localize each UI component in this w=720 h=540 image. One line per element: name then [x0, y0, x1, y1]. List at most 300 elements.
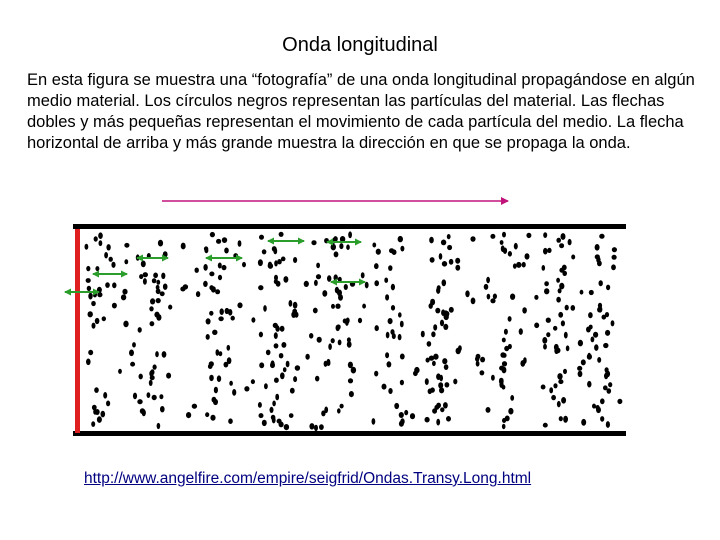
particle	[447, 245, 452, 250]
particle	[486, 277, 490, 283]
particle	[293, 257, 297, 263]
particle	[559, 243, 564, 248]
particle	[129, 350, 134, 357]
particle	[557, 373, 562, 380]
particle	[430, 257, 435, 263]
particle	[263, 305, 267, 312]
particle	[338, 340, 342, 346]
particle	[209, 272, 214, 277]
particle	[337, 408, 341, 413]
particle	[502, 424, 506, 429]
particle	[98, 232, 103, 239]
particle	[326, 359, 330, 366]
particle	[433, 324, 437, 330]
particle	[505, 416, 510, 422]
particle	[317, 337, 322, 343]
particle	[436, 287, 440, 294]
particle	[209, 311, 213, 316]
particle	[160, 406, 165, 412]
particle	[158, 240, 163, 247]
particle	[559, 416, 563, 421]
particle	[376, 249, 381, 255]
particle	[258, 402, 262, 408]
particle	[421, 331, 425, 338]
particle	[216, 349, 220, 356]
particle	[203, 264, 207, 271]
particle	[351, 367, 356, 374]
particle	[316, 263, 320, 269]
particle	[434, 405, 439, 410]
particle	[436, 373, 441, 380]
particle	[559, 268, 564, 273]
particle	[602, 315, 607, 320]
particle	[410, 413, 415, 419]
particle	[600, 398, 605, 404]
particle	[335, 304, 340, 309]
particle	[599, 280, 603, 286]
particle	[316, 274, 321, 279]
particle	[258, 259, 263, 266]
particle	[210, 232, 215, 237]
particle	[270, 407, 274, 413]
particle	[486, 407, 491, 413]
particle	[526, 233, 531, 238]
particle	[587, 381, 591, 388]
particle	[205, 412, 209, 417]
particle	[160, 291, 165, 296]
particle	[97, 416, 102, 423]
particle	[522, 307, 527, 313]
particle	[130, 362, 135, 367]
particle	[557, 401, 561, 407]
particle	[546, 332, 550, 337]
particle	[94, 236, 98, 241]
particle	[93, 409, 97, 415]
particle	[442, 279, 447, 286]
particle	[133, 393, 137, 400]
particle	[600, 416, 604, 422]
particle	[228, 418, 233, 424]
particle	[219, 351, 223, 356]
particle	[112, 303, 117, 309]
particle	[276, 281, 281, 287]
particle	[346, 318, 350, 324]
particle	[361, 272, 365, 278]
particle	[581, 419, 586, 426]
particle	[502, 361, 507, 366]
particle	[449, 259, 454, 265]
particle	[580, 290, 584, 295]
particle	[563, 418, 567, 423]
particle	[394, 403, 399, 409]
particle	[553, 326, 557, 331]
particle	[147, 392, 151, 398]
particle	[612, 255, 617, 260]
particle	[159, 394, 163, 399]
particle	[502, 232, 506, 238]
particle	[578, 371, 583, 377]
particle	[88, 311, 93, 317]
particle	[214, 387, 218, 394]
particle	[543, 248, 548, 255]
particle	[227, 357, 232, 364]
particle	[102, 316, 106, 321]
particle	[453, 379, 457, 385]
particle	[365, 282, 369, 289]
particle	[275, 394, 279, 401]
particle	[149, 306, 153, 311]
particle	[443, 402, 448, 408]
particle	[103, 392, 107, 399]
particle	[375, 325, 379, 331]
particle	[554, 344, 559, 351]
particle	[153, 364, 157, 369]
particle	[283, 367, 287, 372]
particle	[480, 357, 485, 363]
particle	[388, 265, 392, 271]
particle	[264, 383, 268, 389]
particle	[556, 278, 560, 283]
particle	[398, 334, 402, 340]
particle	[273, 248, 277, 255]
particle	[508, 408, 513, 415]
particle	[94, 387, 99, 393]
particle	[289, 413, 294, 418]
particle	[510, 294, 515, 300]
particle	[520, 360, 525, 367]
particle	[209, 285, 213, 290]
particle	[372, 243, 376, 248]
particle	[262, 249, 267, 254]
particle	[259, 235, 264, 240]
particle	[514, 243, 518, 250]
particle	[382, 384, 387, 390]
particle	[210, 415, 215, 421]
particle	[558, 379, 563, 384]
particle	[86, 266, 90, 271]
particle	[446, 416, 451, 422]
particle	[338, 294, 343, 301]
particle	[91, 421, 95, 427]
particle	[168, 305, 172, 310]
particle	[534, 295, 538, 300]
particle	[599, 234, 604, 239]
particle	[471, 298, 476, 305]
particle	[476, 354, 481, 360]
particle	[259, 413, 264, 418]
particle	[331, 244, 336, 251]
particle	[290, 388, 295, 394]
particle	[335, 287, 339, 294]
particle	[272, 417, 276, 424]
particle	[162, 351, 167, 358]
particle	[398, 312, 402, 317]
particle	[334, 274, 338, 281]
particle	[386, 332, 390, 339]
particle	[123, 321, 128, 328]
particle	[480, 370, 485, 375]
particle	[385, 294, 389, 300]
particle	[105, 282, 110, 288]
particle	[603, 343, 608, 348]
particle	[218, 263, 222, 269]
particle	[85, 244, 89, 250]
particle	[500, 240, 504, 245]
particle	[95, 318, 100, 324]
particle	[275, 325, 279, 330]
particle	[87, 286, 91, 291]
particle	[510, 395, 514, 401]
particle	[439, 387, 444, 393]
particle	[157, 423, 161, 429]
particle	[251, 317, 255, 322]
particle	[543, 344, 547, 350]
particle	[592, 404, 596, 409]
particle	[324, 407, 328, 414]
top-boundary-line	[73, 224, 626, 229]
particle	[309, 333, 313, 339]
particle	[431, 331, 435, 337]
description-text: En esta figura se muestra una “fotografía” de una onda longitudinal propagándose en algún medio material. Los círculos negros representan las partículas del material. Las flechas dobles y más pequeñas representan el movimiento de cada partícula del medio. La flecha horizontal de arriba y más grande muestra la dirección en que se propaga la onda.	[27, 71, 695, 152]
particle	[391, 305, 395, 311]
particle	[153, 273, 158, 279]
particle	[242, 262, 246, 267]
particle	[132, 342, 136, 347]
particle	[391, 284, 395, 291]
particle	[311, 240, 316, 245]
particle	[543, 423, 548, 428]
particle	[519, 328, 523, 335]
particle	[118, 369, 122, 374]
particle	[274, 332, 278, 339]
source-link[interactable]: http://www.angelfire.com/empire/seigfrid/Ondas.Transy.Long.html	[84, 470, 532, 487]
particle	[152, 395, 157, 400]
particle	[106, 244, 110, 250]
particle	[88, 350, 93, 355]
particle	[139, 374, 143, 380]
particle	[244, 386, 249, 391]
particle	[150, 298, 155, 304]
particle	[161, 273, 165, 279]
particle	[91, 301, 96, 306]
particle	[280, 372, 285, 379]
particle	[504, 346, 509, 351]
particle	[436, 419, 440, 426]
particle	[561, 320, 565, 326]
particle	[551, 395, 556, 400]
particle	[305, 354, 309, 360]
particle	[617, 399, 622, 404]
particle	[88, 293, 92, 300]
particle	[227, 345, 231, 351]
particle	[232, 389, 236, 396]
particle	[445, 382, 450, 387]
particle	[606, 421, 610, 428]
particle	[429, 237, 434, 244]
particle	[400, 246, 404, 252]
particle	[216, 239, 221, 244]
particle	[553, 383, 557, 388]
particle	[284, 424, 289, 430]
particle	[499, 382, 503, 388]
particle	[513, 263, 517, 268]
particle	[266, 350, 271, 356]
particle	[204, 246, 208, 251]
particle	[106, 401, 110, 407]
particle	[414, 367, 419, 373]
particle	[237, 302, 242, 308]
particle	[543, 232, 547, 238]
particle	[314, 280, 318, 286]
particle	[231, 316, 235, 321]
particle	[606, 285, 610, 291]
particle	[605, 330, 610, 336]
particle	[400, 418, 404, 424]
particle	[259, 362, 264, 368]
particle	[229, 381, 233, 386]
particle	[183, 284, 188, 289]
particle	[279, 232, 284, 237]
particle	[347, 337, 351, 342]
particle	[455, 265, 460, 271]
particle	[163, 251, 168, 257]
particle	[571, 305, 576, 311]
particle	[595, 244, 600, 251]
particle	[208, 364, 213, 369]
particle	[444, 364, 449, 370]
particle	[390, 329, 394, 335]
particle	[490, 298, 495, 303]
particle	[611, 320, 615, 326]
particle	[384, 278, 388, 283]
particle	[319, 424, 324, 430]
particle	[152, 278, 157, 283]
bottom-boundary-line	[73, 431, 626, 436]
particle	[218, 275, 222, 280]
particle	[220, 308, 224, 315]
particle	[522, 262, 526, 268]
particle	[372, 418, 376, 425]
particle	[444, 314, 449, 320]
particle	[558, 288, 562, 293]
particle	[588, 312, 593, 318]
particle	[400, 321, 404, 328]
particle	[327, 275, 331, 282]
particle	[398, 236, 403, 242]
particle	[224, 248, 229, 254]
particle	[104, 252, 108, 258]
particle	[268, 263, 273, 269]
particle	[101, 411, 106, 418]
particle	[578, 340, 583, 347]
particle	[348, 378, 353, 383]
particle	[404, 410, 408, 415]
particle	[612, 247, 617, 252]
particle	[262, 420, 267, 426]
particle	[259, 332, 263, 338]
particle	[283, 276, 288, 283]
particle	[542, 265, 546, 271]
particle	[186, 412, 191, 418]
particle	[156, 314, 161, 321]
particle	[274, 275, 278, 281]
particle	[109, 257, 113, 262]
particle	[206, 334, 210, 340]
particle	[595, 254, 600, 259]
particle	[455, 258, 460, 264]
particle	[279, 422, 284, 428]
particle	[203, 281, 208, 287]
particle	[163, 284, 168, 290]
particle	[568, 239, 572, 245]
particle	[428, 389, 432, 395]
particle	[362, 304, 366, 309]
particle	[502, 367, 507, 374]
particle	[331, 338, 335, 343]
particle	[313, 308, 318, 314]
particle	[581, 359, 586, 365]
particle	[490, 234, 495, 239]
particle	[279, 353, 284, 358]
particle	[95, 266, 99, 271]
particle	[137, 399, 142, 404]
particle	[215, 289, 220, 294]
particle	[181, 243, 186, 250]
particle	[440, 320, 444, 327]
particle	[122, 289, 127, 295]
particle	[587, 353, 591, 359]
particle	[561, 233, 566, 240]
particle	[322, 290, 327, 297]
particle	[456, 348, 461, 355]
particle	[561, 397, 566, 404]
particle	[304, 281, 309, 287]
particle	[344, 284, 348, 290]
particle	[340, 404, 344, 409]
particle	[251, 379, 255, 384]
particle	[493, 294, 497, 300]
particle	[558, 312, 563, 318]
particle	[140, 408, 145, 414]
particle	[206, 318, 211, 324]
particle	[586, 327, 591, 333]
particle	[217, 375, 221, 382]
particle	[225, 308, 230, 314]
particle	[435, 308, 440, 314]
particle	[156, 280, 160, 285]
particle	[500, 352, 505, 358]
particle	[374, 263, 379, 269]
particle	[571, 255, 575, 260]
particle	[547, 248, 551, 253]
particle	[293, 376, 297, 382]
particle	[441, 240, 446, 246]
particle	[143, 272, 148, 277]
particle	[541, 385, 546, 390]
particle	[222, 237, 227, 243]
particle	[92, 323, 96, 329]
particle	[440, 407, 444, 412]
particle	[274, 343, 279, 348]
particle	[212, 330, 217, 335]
particle	[546, 318, 551, 323]
source-bar	[75, 229, 80, 433]
particle	[112, 282, 116, 288]
particle	[392, 249, 397, 255]
particle	[542, 337, 547, 344]
particle	[484, 284, 489, 290]
particle	[593, 332, 598, 338]
